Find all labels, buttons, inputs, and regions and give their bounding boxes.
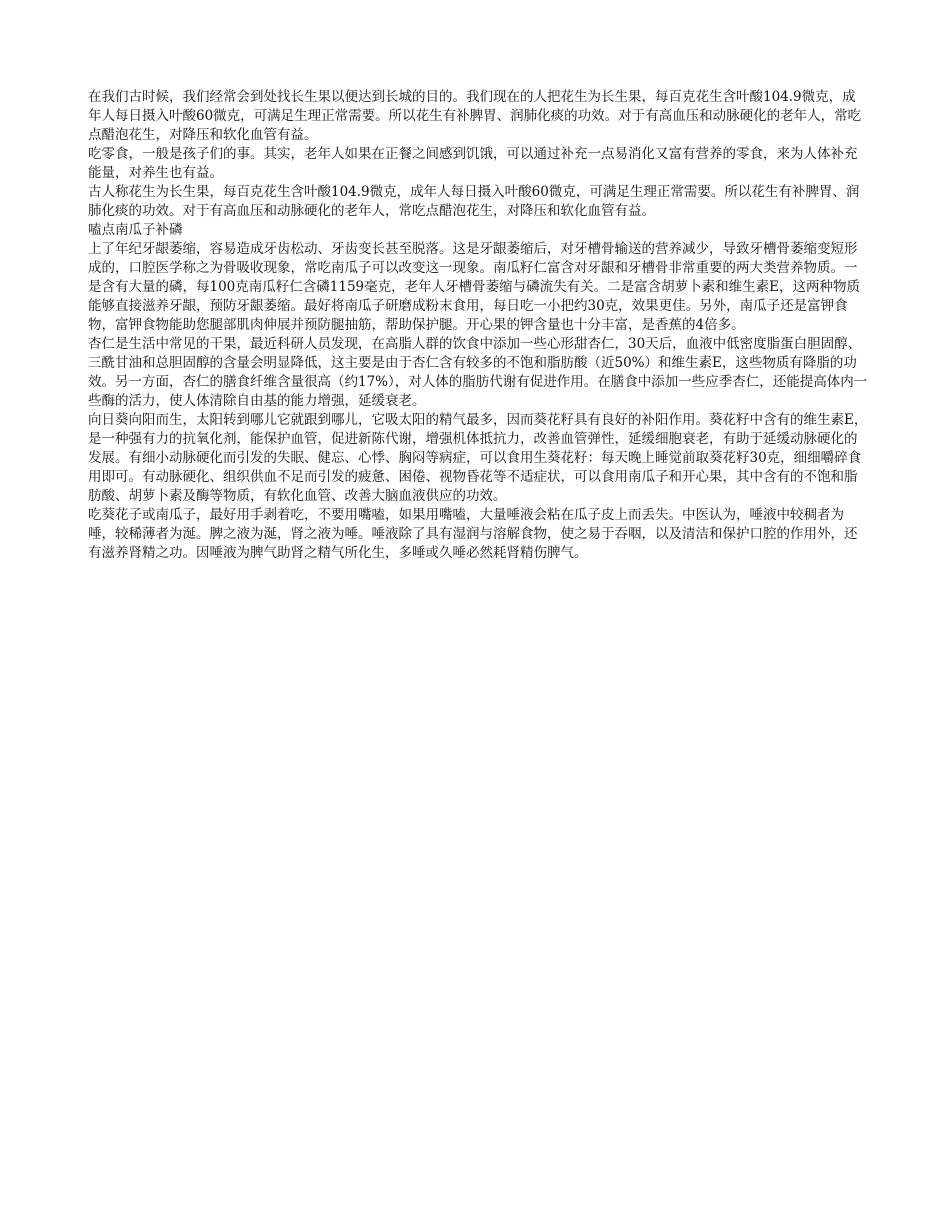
- paragraph-almonds: 杏仁是生活中常见的干果，最近科研人员发现，在高脂人群的饮食中添加一些心形甜杏仁，30天后，血液中低密度脂蛋白胆固醇、三酰甘油和总胆固醇的含量会明显降低，这主要是由于杏仁含有较多的不饱和脂肪酸（近50%）和维生素E，这些物质有降脂的功效。另一方面，杏仁的膳食纤维含量很高（约17%），对人体的脂肪代谢有促进作用。在膳食中添加一些应季杏仁，还能提高体内一些酶的活力，使人体清除自由基的能力增强，延缓衰老。: [88, 336, 868, 409]
- paragraph-sunflower-seeds: 向日葵向阳而生，太阳转到哪儿它就跟到哪儿，它吸太阳的精气最多，因而葵花籽具有良好的补阳作用。葵花籽中含有的维生素E，是一种强有力的抗氧化剂，能保护血管，促进新陈代谢，增强机体抵抗力，改善血管弹性，延缓细胞衰老，有助于延缓动脉硬化的发展。有细小动脉硬化而引发的失眠、健忘、心悸、胸闷等病症，可以食用生葵花籽：每天晚上睡觉前取葵花籽30克，细细嚼碎食用即可。有动脉硬化、组织供血不足而引发的疲惫、困倦、视物昏花等不适症状，可以食用南瓜子和开心果，其中含有的不饱和脂肪酸、胡萝卜素及酶等物质，有软化血管、改善大脑血液供应的功效。: [88, 412, 868, 504]
- section-heading-pumpkin-seeds: 嗑点南瓜子补磷: [88, 222, 183, 238]
- paragraph-snacks-elderly: 吃零食，一般是孩子们的事。其实，老年人如果在正餐之间感到饥饿，可以通过补充一点易消化又富有营养的零食，来为人体补充能量，对养生也有益。: [88, 146, 858, 181]
- paragraph-pumpkin-seeds: 上了年纪牙龈萎缩，容易造成牙齿松动、牙齿变长甚至脱落。这是牙龈萎缩后，对牙槽骨输送的营养减少，导致牙槽骨萎缩变短形成的，口腔医学称之为骨吸收现象，常吃南瓜子可以改变这一现象。南瓜籽仁富含对牙龈和牙槽骨非常重要的两大类营养物质。一是含有大量的磷，每100克南瓜籽仁含磷1159毫克，老年人牙槽骨萎缩与磷流失有关。二是富含胡萝卜素和维生素E，这两种物质能够直接滋养牙龈，预防牙龈萎缩。最好将南瓜子研磨成粉末食用，每日吃一小把约30克，效果更佳。另外，南瓜子还是富钾食物，富钾食物能助您腿部肌肉伸展并预防腿抽筋，帮助保护腿。开心果的钾含量也十分丰富，是香蕉的4倍多。: [88, 241, 860, 333]
- paragraph-peanut-ancients: 古人称花生为长生果，每百克花生含叶酸104.9微克，成年人每日摄入叶酸60微克，可满足生理正常需要。所以花生有补脾胃、润肺化痰的功效。对于有高血压和动脉硬化的老年人，常吃点醋泡花生，对降压和软化血管有益。: [88, 184, 860, 219]
- document-body: [88, 88, 868, 563]
- paragraph-saliva: 吃葵花子或南瓜子，最好用手剥着吃，不要用嘴嗑，如果用嘴嗑，大量唾液会粘在瓜子皮上而丢失。中医认为，唾液中较稠者为唾，较稀薄者为涎。脾之液为涎，肾之液为唾。唾液除了具有湿润与溶解食物，使之易于吞咽，以及清洁和保护口腔的作用外，还有滋养肾精之功。因唾液为脾气助肾之精气所化生，多唾或久唾必然耗肾精伤脾气。: [88, 507, 858, 561]
- paragraph-peanut-longevity: 在我们古时候，我们经常会到处找长生果以便达到长城的目的。我们现在的人把花生为长生果，每百克花生含叶酸104.9微克，成年人每日摄入叶酸60微克，可满足生理正常需要。所以花生有补脾胃、润肺化痰的功效。对于有高血压和动脉硬化的老年人，常吃点醋泡花生，对降压和软化血管有益。: [88, 89, 862, 143]
